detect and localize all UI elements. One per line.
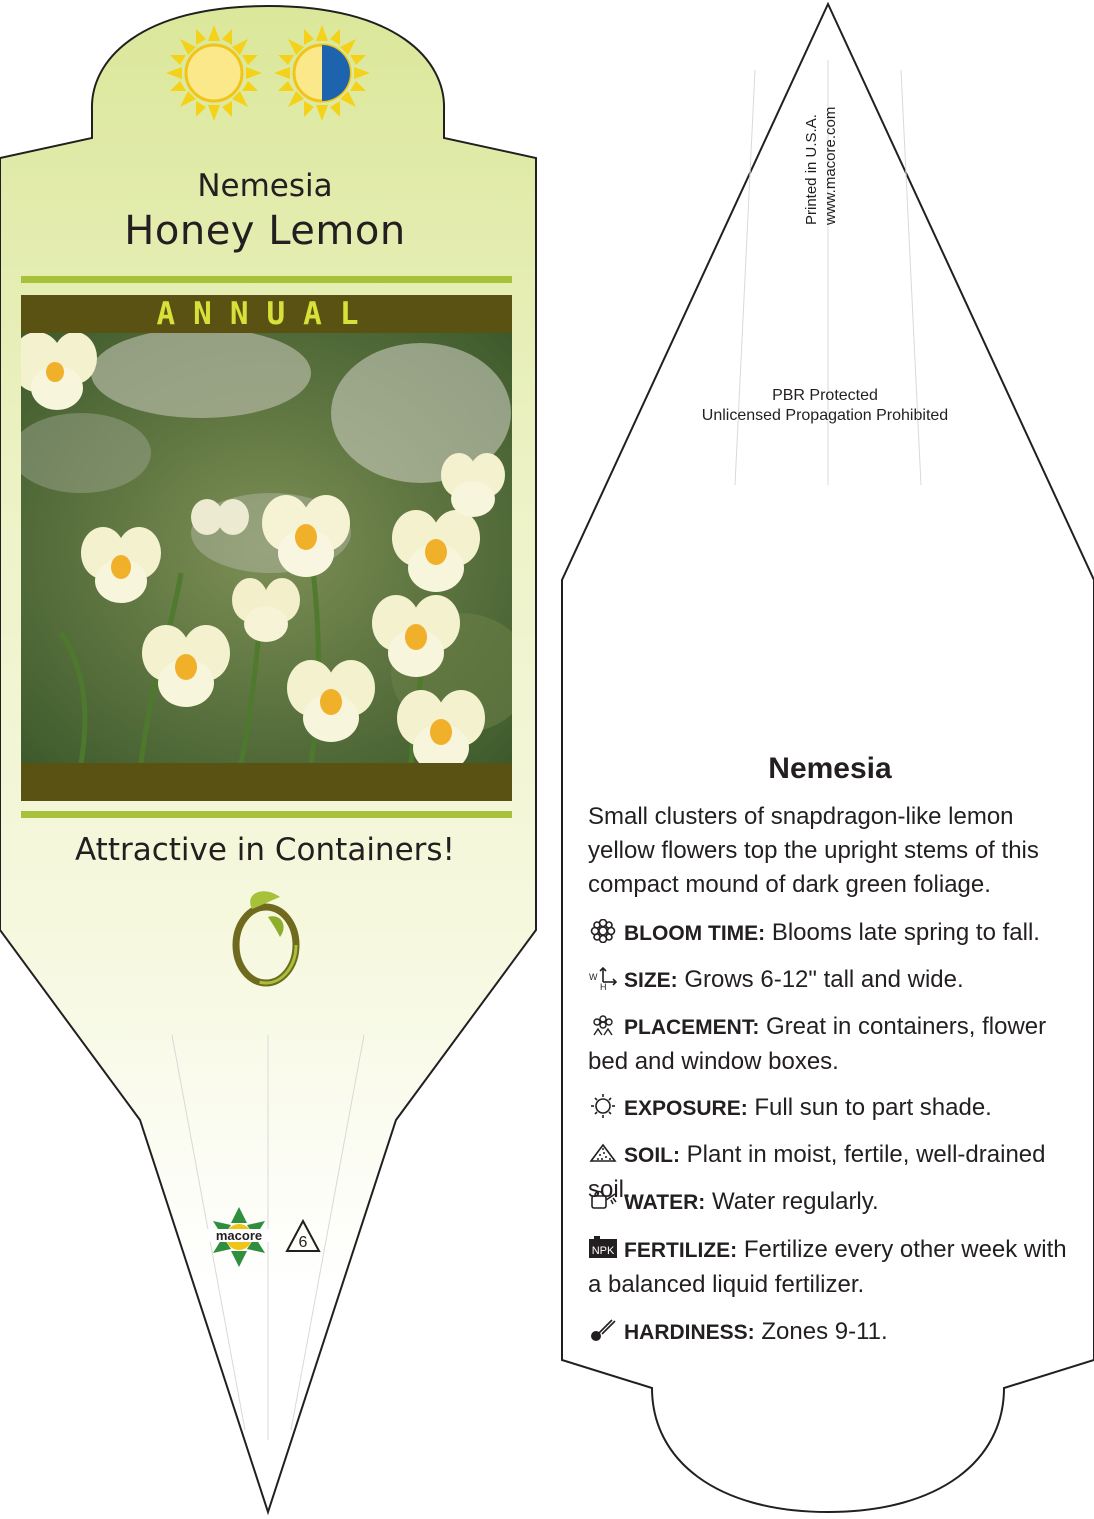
water-value: Water regularly. (711, 1188, 879, 1215)
water-row (588, 1185, 1068, 1220)
hardiness-label: HARDINESS: (624, 1321, 755, 1344)
exposure-label: EXPOSURE: (624, 1097, 748, 1120)
brand-and-recycle (205, 1205, 335, 1274)
plant-type-label: ANNUAL (156, 296, 377, 332)
printed-in: Printed in U.S.A. (803, 114, 820, 225)
size-icon (588, 966, 618, 990)
pbr-line-2: Unlicensed Propagation Prohibited (701, 407, 949, 424)
placement-label: PLACEMENT: (624, 1016, 760, 1039)
soil-label: SOIL: (624, 1144, 680, 1167)
thermometer-icon (588, 1318, 618, 1342)
bottom-accent-stripe (21, 811, 512, 818)
brand-name: macore (215, 1228, 263, 1243)
size-row (588, 963, 1068, 998)
bloom-time-row (588, 916, 1068, 951)
placement-icon (588, 1013, 618, 1037)
size-value: Grows 6-12" tall and wide. (684, 966, 964, 993)
hardiness-row (588, 1315, 1068, 1350)
macore-logo (207, 1207, 271, 1267)
pbr-line-1: PBR Protected (772, 387, 878, 404)
plant-description: Small clusters of snapdragon-like lemon yellow flowers top the upright stems of this compact mound of dark green foliage. (588, 803, 1039, 898)
tagline: Attractive in Containers! (75, 832, 455, 868)
bloom-time-label: BLOOM TIME: (624, 922, 766, 945)
size-icon-h: H (600, 982, 607, 990)
fertilize-label: FERTILIZE: (624, 1239, 738, 1262)
sun-icon (588, 1094, 618, 1118)
part-sun-icon (274, 25, 370, 121)
recycle-6-icon (287, 1221, 319, 1251)
fertilize-value: Fertilize every other week with a balanced liquid fertilizer. (588, 1236, 1067, 1298)
size-label: SIZE: (624, 969, 678, 992)
full-sun-icon (166, 25, 262, 121)
recycle-code: 6 (298, 1234, 308, 1251)
exposure-value: Full sun to part shade. (754, 1094, 992, 1121)
photo-bottom-band (21, 763, 512, 801)
npk-icon (588, 1236, 618, 1260)
back-title: Nemesia (768, 752, 892, 785)
water-label: WATER: (624, 1191, 706, 1214)
website: www.macore.com (822, 106, 839, 225)
npk-text: NPK (591, 1245, 615, 1257)
placement-row (588, 1010, 1068, 1079)
exposure-row (588, 1091, 1068, 1126)
soil-icon (588, 1141, 618, 1165)
hardiness-value: Zones 9-11. (761, 1318, 888, 1345)
placement-value: Great in containers, flower bed and window boxes. (588, 1013, 1047, 1075)
variety-name: Honey Lemon (124, 208, 406, 254)
top-accent-stripe (21, 276, 512, 283)
genus-name: Nemesia (197, 168, 333, 204)
bloom-time-value: Blooms late spring to fall. (771, 919, 1040, 946)
watering-can-icon (588, 1188, 618, 1212)
fertilize-row (588, 1233, 1068, 1302)
print-info (802, 107, 840, 225)
size-icon-w: W (589, 972, 598, 982)
pbr-notice (660, 386, 990, 426)
plant-photo (21, 333, 512, 763)
flower-icon (588, 919, 618, 943)
soil-value: Plant in moist, fertile, well-drained soil. (588, 1141, 1046, 1203)
